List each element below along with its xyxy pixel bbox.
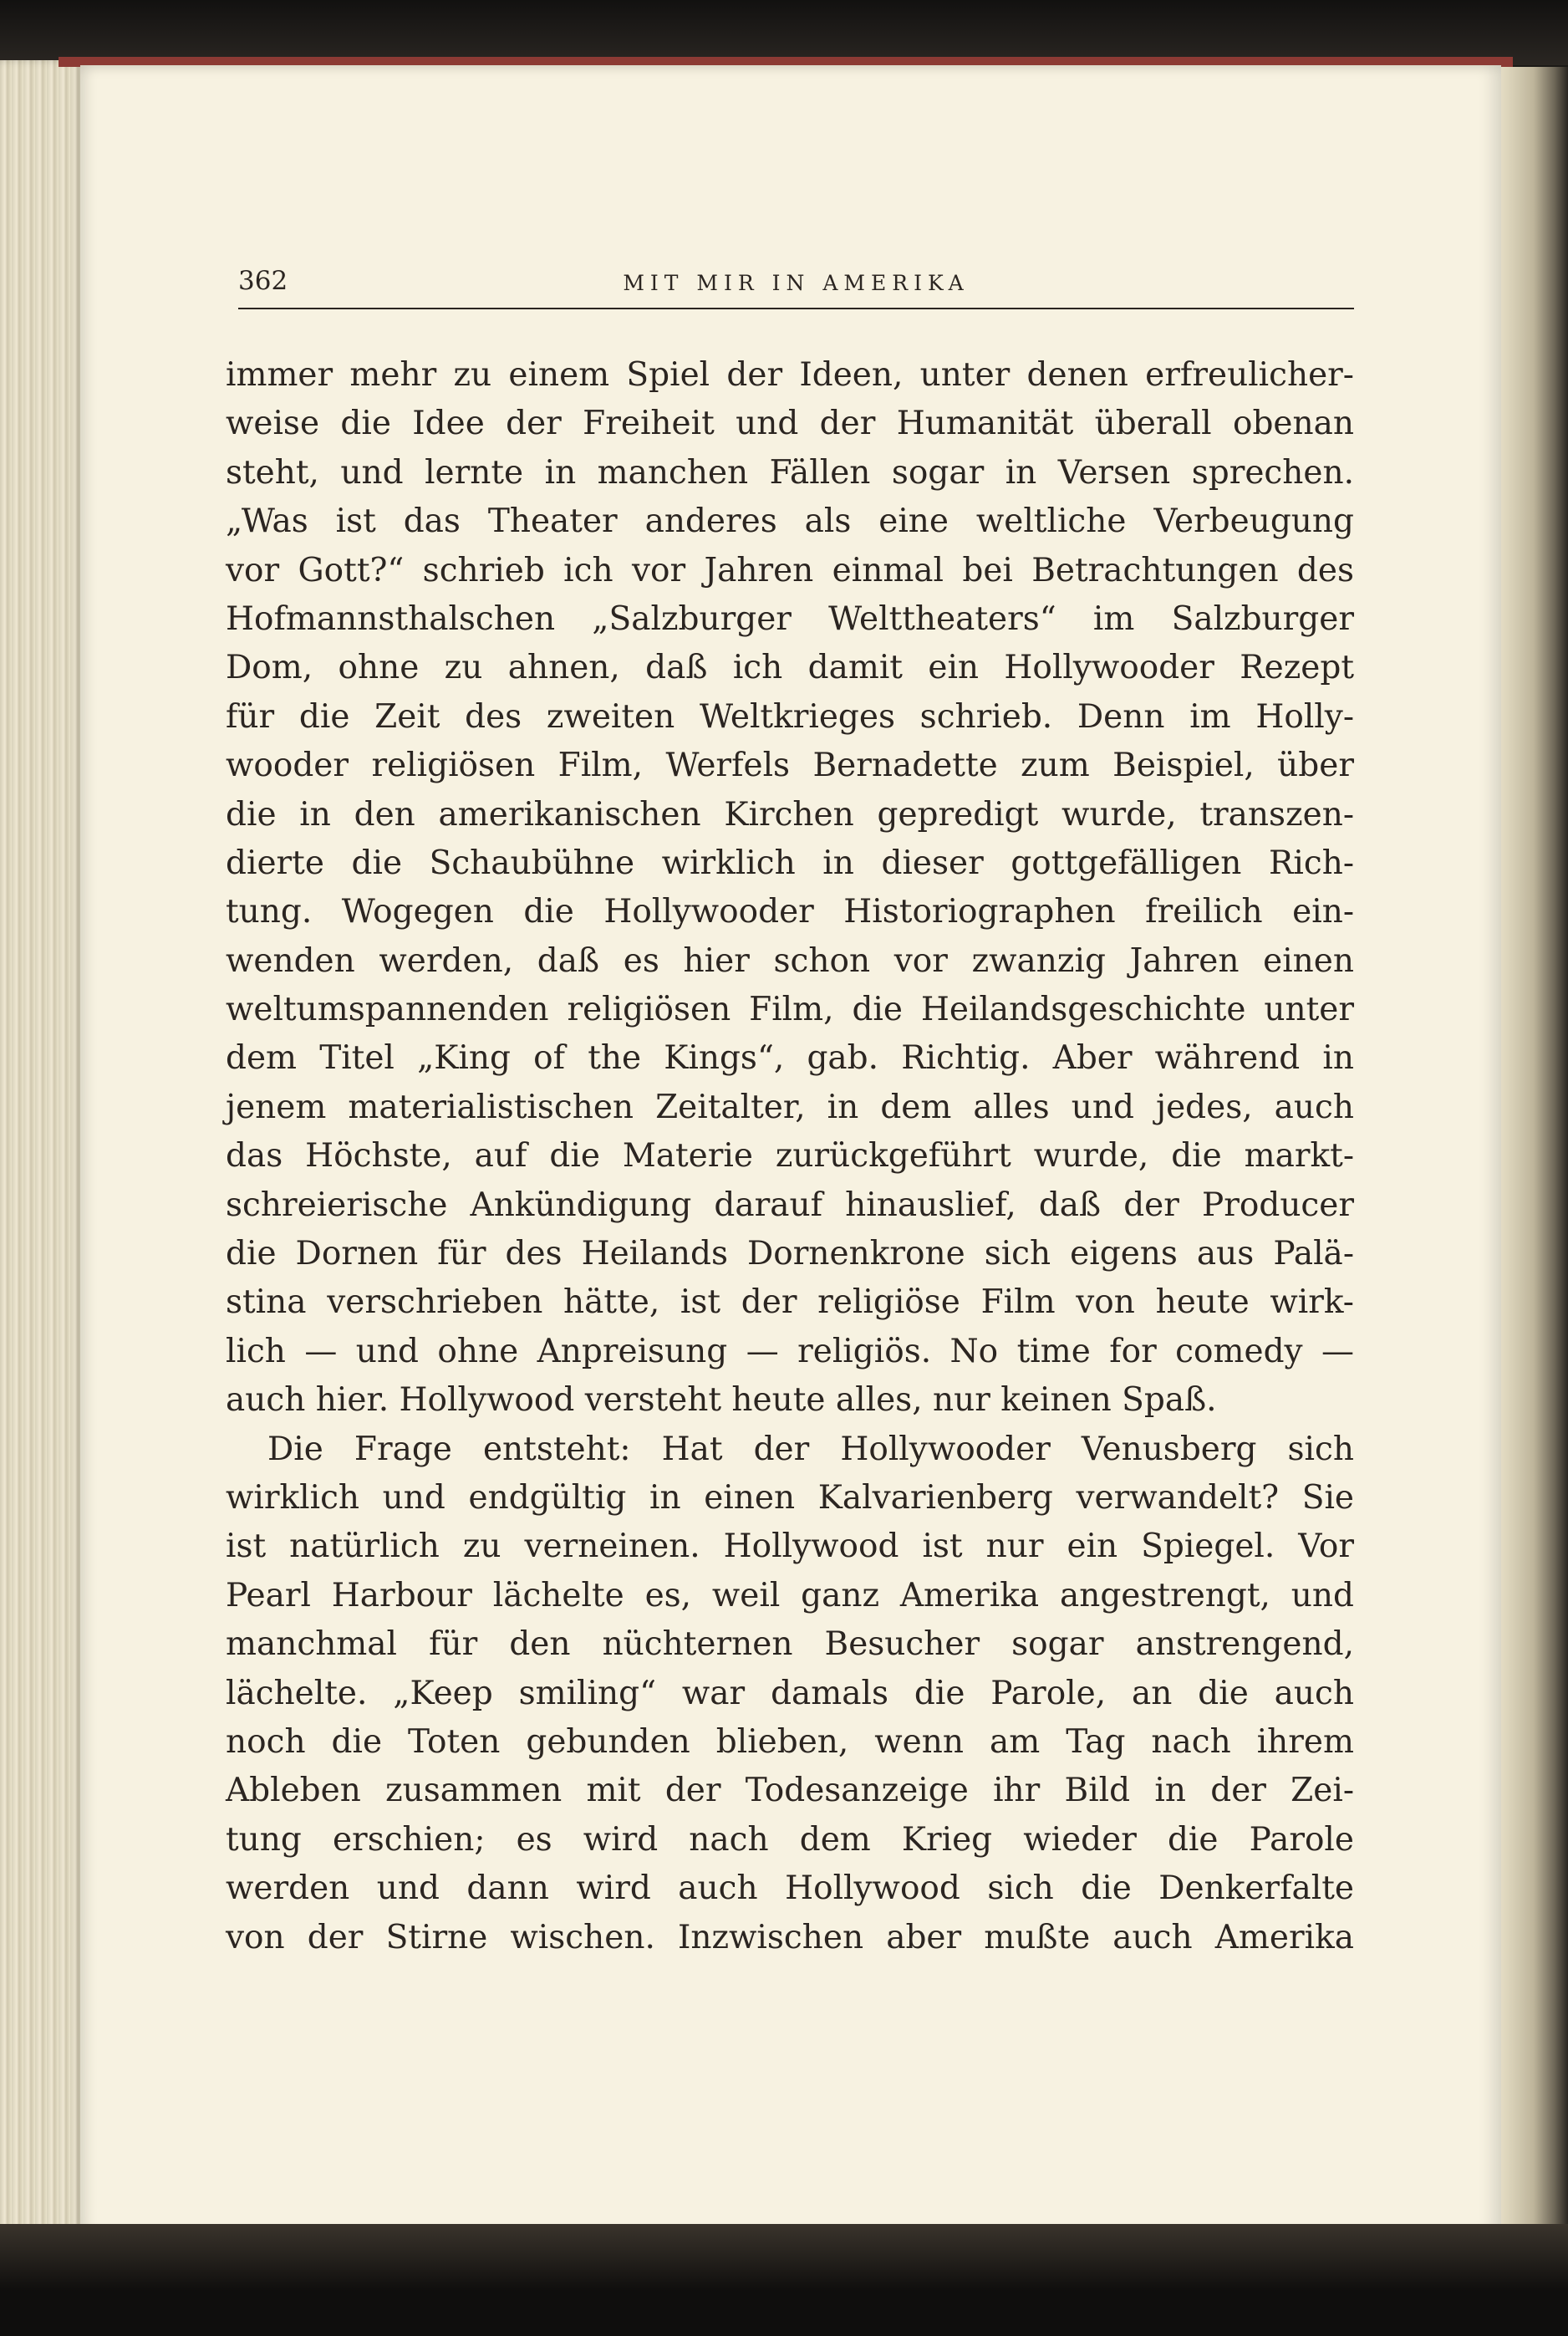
text-line: dem Titel „King of the Kings“, gab. Richtig. Aber während in xyxy=(226,1039,1354,1078)
bottom-background xyxy=(0,2224,1568,2336)
book-binding xyxy=(1496,67,1568,2241)
text-line: werden und dann wird auch Hollywood sich die Denkerfalte xyxy=(226,1869,1354,1908)
text-line: Dom, ohne zu ahnen, daß ich damit ein Hollywooder Rezept xyxy=(226,649,1354,687)
page-header xyxy=(238,266,1354,309)
page-number: 362 xyxy=(238,266,288,296)
text-line: Ableben zusammen mit der Todesanzeige ihr Bild in der Zei- xyxy=(226,1772,1354,1810)
text-line: immer mehr zu einem Spiel der Ideen, unter denen erfreulicher- xyxy=(226,356,1354,394)
text-line: jenem materialistischen Zeitalter, in dem alles und jedes, auch xyxy=(226,1088,1354,1126)
text-line: Die Frage entsteht: Hat der Hollywooder Venusberg sich xyxy=(267,1430,1354,1468)
body-text xyxy=(226,351,1354,1962)
text-line: manchmal für den nüchternen Besucher sogar anstrengend, xyxy=(226,1625,1354,1664)
text-line: noch die Toten gebunden blieben, wenn am Tag nach ihrem xyxy=(226,1722,1354,1761)
text-line: Pearl Harbour lächelte es, weil ganz Amerika angestrengt, und xyxy=(226,1576,1354,1614)
text-line: schreierische Ankündigung darauf hinauslief, daß der Producer xyxy=(226,1186,1354,1224)
text-line: Hofmannsthalschen „Salzburger Welttheaters“ im Salzburger xyxy=(226,599,1354,638)
text-line: wirklich und endgültig in einen Kalvarienberg verwandelt? Sie xyxy=(226,1478,1354,1517)
text-line: tung erschien; es wird nach dem Krieg wieder die Parole xyxy=(226,1820,1354,1859)
text-line: tung. Wogegen die Hollywooder Historiographen freilich ein- xyxy=(226,893,1354,931)
text-line: wooder religiösen Film, Werfels Bernadette zum Beispiel, über xyxy=(226,747,1354,785)
text-line: weise die Idee der Freiheit und der Humanität überall obenan xyxy=(226,405,1354,443)
text-line: lächelte. „Keep smiling“ war damals die Parole, an die auch xyxy=(226,1674,1354,1712)
text-line: wenden werden, daß es hier schon vor zwanzig Jahren einen xyxy=(226,941,1354,980)
top-background xyxy=(0,0,1568,65)
text-line: vor Gott?“ schrieb ich vor Jahren einmal bei Betrachtungen des xyxy=(226,551,1354,589)
text-line: die Dornen für des Heilands Dornenkrone sich eigens aus Palä- xyxy=(226,1235,1354,1273)
page-edges xyxy=(0,60,84,2234)
text-line: das Höchste, auf die Materie zurückgeführt wurde, die markt- xyxy=(226,1137,1354,1176)
text-line: für die Zeit des zweiten Weltkrieges schrieb. Denn im Holly- xyxy=(226,697,1354,736)
text-line: lich — und ohne Anpreisung — religiös. No time for comedy — xyxy=(226,1332,1354,1370)
text-line: „Was ist das Theater anderes als eine weltliche Verbeugung xyxy=(226,502,1354,541)
text-line: weltumspannenden religiösen Film, die Heilandsgeschichte unter xyxy=(226,991,1354,1029)
text-line: steht, und lernte in manchen Fällen sogar in Versen sprechen. xyxy=(226,453,1354,492)
text-line: von der Stirne wischen. Inzwischen aber mußte auch Amerika xyxy=(226,1918,1354,1956)
text-line: ist natürlich zu verneinen. Hollywood ist nur ein Spiegel. Vor xyxy=(226,1528,1354,1566)
text-line: dierte die Schaubühne wirklich in dieser gottgefälligen Rich- xyxy=(226,844,1354,882)
text-line: die in den amerikanischen Kirchen gepredigt wurde, transzen- xyxy=(226,795,1354,834)
text-line: stina verschrieben hätte, ist der religiöse Film von heute wirk- xyxy=(226,1283,1354,1322)
text-line: auch hier. Hollywood versteht heute alles, nur keinen Spaß. xyxy=(226,1381,1217,1420)
running-title: MIT MIR IN AMERIKA xyxy=(623,271,970,295)
